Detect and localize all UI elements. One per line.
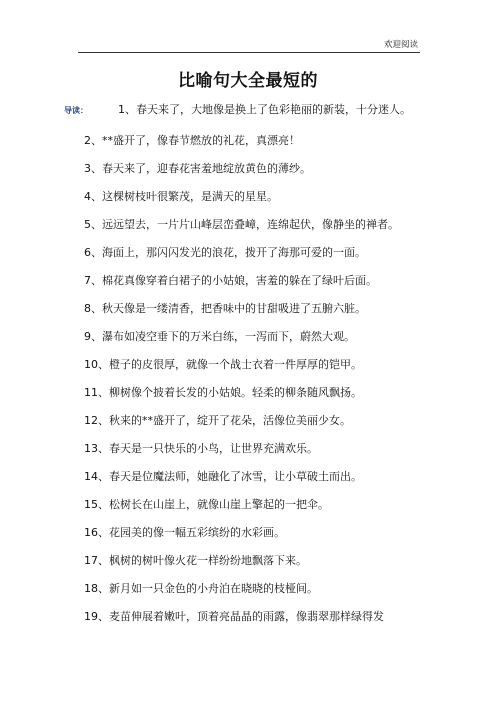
list-item: 7、棉花真像穿着白裙子的小姑娘，害羞的躲在了绿叶后面。 — [84, 274, 377, 287]
list-item: 9、瀑布如凌空垂下的万米白练，一泻而下，蔚然大观。 — [84, 330, 355, 343]
list-item: 10、橙子的皮很厚，就像一个战士衣着一件厚厚的铠甲。 — [84, 358, 362, 371]
simile-list — [64, 132, 432, 626]
list-item-1: 1、春天来了，大地像是换上了色彩艳丽的新装，十分迷人。 — [118, 103, 411, 116]
list-item: 17、枫树的树叶像火花一样纷纷地飘落下来。 — [84, 554, 307, 567]
header-divider — [78, 52, 420, 53]
header-note: 欢迎阅读 — [383, 40, 418, 50]
list-item: 2、**盛开了，像春节燃放的礼花，真漂亮！ — [84, 134, 300, 147]
list-item: 13、春天是一只快乐的小鸟，让世界充满欢乐。 — [84, 442, 318, 455]
first-paragraph — [64, 100, 432, 120]
list-item: 4、这棵树枝叶很繁茂，是满天的星星。 — [84, 190, 278, 203]
list-item: 6、海面上，那闪闪发光的浪花，拨开了海那可爱的一面。 — [84, 246, 366, 259]
list-item: 8、秋天像是一缕清香，把香味中的甘甜吸进了五腑六脏。 — [84, 302, 366, 315]
list-item: 12、秋来的**盛开了，绽开了花朵，活像位美丽少女。 — [84, 414, 351, 427]
list-item: 5、远远望去，一片片山峰层峦叠嶂，连绵起伏，像静坐的禅者。 — [84, 218, 399, 231]
list-item: 14、春天是位魔法师，她融化了冰雪，让小草破土而出。 — [84, 470, 362, 483]
list-item: 11、柳树像个披着长发的小姑娘。轻柔的柳条随风飘扬。 — [84, 386, 362, 399]
list-item: 18、新月如一只金色的小舟泊在晓晓的枝桠间。 — [84, 582, 318, 595]
document-body — [64, 100, 432, 636]
list-item: 3、春天来了，迎春花害羞地绽放黄色的薄纱。 — [84, 162, 311, 175]
list-item: 16、花园美的像一幅五彩缤纷的水彩画。 — [84, 526, 285, 539]
document-title: 比喻句大全最短的 — [178, 71, 318, 91]
guide-label: 导读： — [64, 106, 88, 115]
list-item: 15、松树长在山崖上，就像山崖上擎起的一把伞。 — [84, 498, 329, 511]
list-item: 19、麦苗伸展着嫩叶，顶着亮晶晶的雨露，像翡翠那样绿得发 — [84, 610, 384, 623]
